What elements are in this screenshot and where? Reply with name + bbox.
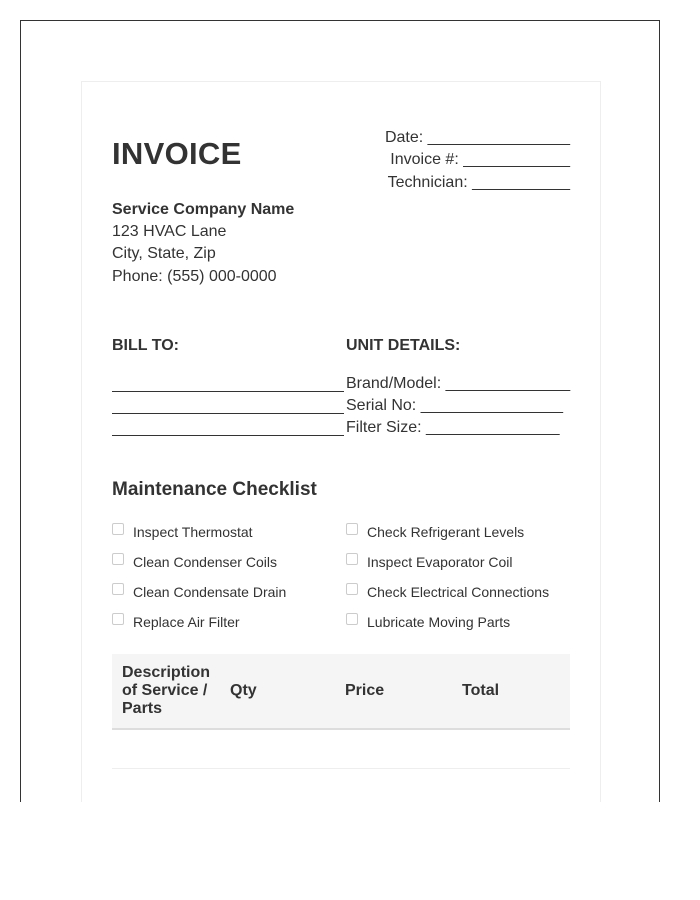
checkbox[interactable]: [112, 583, 124, 595]
checkbox[interactable]: [346, 553, 358, 565]
invoice-title: INVOICE: [112, 136, 242, 171]
invoice-number-field: Invoice #: ____________: [390, 151, 570, 168]
checklist-item-lubricate-moving-parts[interactable]: [346, 614, 510, 630]
checklist-item-label: Inspect Thermostat: [133, 524, 253, 540]
table-row-divider: [112, 768, 570, 769]
bill-to-label: BILL TO:: [112, 337, 179, 354]
checklist-item-label: Clean Condenser Coils: [133, 554, 277, 570]
serial-no-field: Serial No: ________________: [346, 397, 564, 414]
checklist-item-label: Check Electrical Connections: [367, 584, 550, 600]
bill-to-line-2: [112, 413, 344, 414]
company-city: City, State, Zip: [112, 245, 216, 262]
checklist-item-label: Check Refrigerant Levels: [367, 524, 525, 540]
technician-field: Technician: ___________: [387, 174, 570, 191]
checklist-item-label: Replace Air Filter: [133, 614, 240, 630]
checklist-item-label: Lubricate Moving Parts: [367, 614, 511, 630]
unit-details-label: UNIT DETAILS:: [346, 337, 461, 354]
column-header-total: Total: [462, 682, 500, 699]
column-header-price: Price: [345, 682, 385, 699]
checkbox[interactable]: [112, 553, 124, 565]
checkbox[interactable]: [112, 523, 124, 535]
checklist-item-check-electrical-connections[interactable]: [346, 584, 549, 600]
company-name: Service Company Name: [112, 201, 295, 218]
checklist-item-check-refrigerant-levels[interactable]: [346, 524, 524, 540]
checkbox[interactable]: [346, 583, 358, 595]
checklist-item-replace-air-filter[interactable]: [112, 614, 240, 630]
checklist-item-inspect-evaporator-coil[interactable]: [346, 554, 513, 570]
bill-to-line-1: [112, 391, 344, 392]
company-phone: Phone: (555) 000-0000: [112, 268, 277, 285]
checklist-item-clean-condenser-coils[interactable]: [112, 554, 277, 570]
checklist-title: Maintenance Checklist: [112, 479, 317, 500]
column-header-qty: Qty: [230, 682, 257, 699]
checklist-item-label: Clean Condensate Drain: [133, 584, 287, 600]
checklist-item-inspect-thermostat[interactable]: [112, 524, 253, 540]
bill-to-line-3: [112, 435, 344, 436]
column-header-description: Description of Service / Parts: [122, 664, 211, 717]
checkbox[interactable]: [346, 523, 358, 535]
filter-size-field: Filter Size: _______________: [346, 419, 560, 436]
services-table-header: [112, 654, 570, 730]
date-field: Date: ________________: [384, 129, 570, 146]
checkbox[interactable]: [112, 613, 124, 625]
checklist-item-clean-condensate-drain[interactable]: [112, 584, 286, 600]
checklist-item-label: Inspect Evaporator Coil: [367, 554, 513, 570]
brand-model-field: Brand/Model: ______________: [346, 375, 571, 392]
company-address: 123 HVAC Lane: [112, 223, 227, 240]
checkbox[interactable]: [346, 613, 358, 625]
